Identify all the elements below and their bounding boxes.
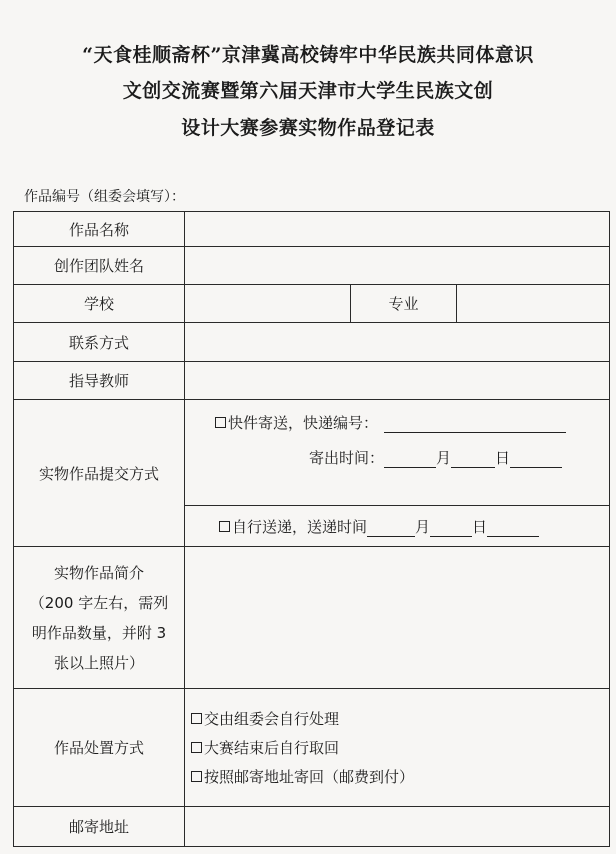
day-label: 日 [472,517,488,536]
disposal-option-label: 按照邮寄地址寄回（邮费到付） [204,768,415,786]
form-title-line-2: 文创交流赛暨第六届天津市大学生民族文创 [122,80,494,102]
advisor-field[interactable] [185,362,610,400]
submission-method-label: 实物作品提交方式 [14,400,185,547]
send-day-field[interactable] [510,453,562,468]
express-option-label: 快件寄送，快递编号： [228,414,379,432]
registration-form-table [13,211,610,847]
school-label: 学校 [14,285,185,323]
work-name-field[interactable] [185,212,610,247]
major-field[interactable] [457,285,610,323]
month-label: 月 [415,517,431,536]
deliver-extra-field[interactable] [487,522,539,537]
intro-label-line: 张以上照片） [53,653,144,672]
send-time-label: 寄出时间： [309,449,385,467]
checkbox-icon[interactable] [191,713,202,724]
checkbox-icon[interactable] [191,771,202,782]
disposal-method-label: 作品处置方式 [14,689,185,807]
intro-label-line: 明作品数量，并附 3 [31,623,167,642]
send-time-row [309,447,609,468]
disposal-options-cell [185,689,610,807]
contact-field[interactable] [185,323,610,362]
disposal-option[interactable] [191,737,609,758]
checkbox-icon[interactable] [219,521,230,532]
intro-label [14,547,185,689]
disposal-option[interactable] [191,708,609,729]
deliver-day-field[interactable] [430,522,472,537]
work-name-label: 作品名称 [14,212,185,247]
disposal-option-label: 大赛结束后自行取回 [204,739,340,757]
school-field[interactable] [185,285,351,323]
self-deliver-label: 自行送递，送递时间 [232,517,368,536]
intro-label-line: （200 字左右，需列 [29,593,169,612]
intro-label-line: 实物作品简介 [53,563,144,582]
form-title-line-1: “天食桂顺斋杯”京津冀高校铸牢中华民族共同体意识 [82,44,534,66]
tracking-number-field[interactable] [384,418,566,433]
form-title-line-3: 设计大赛参赛实物作品登记表 [181,117,435,139]
day-label: 日 [495,449,511,467]
mailing-address-field[interactable] [185,807,610,847]
intro-field[interactable] [185,547,610,689]
disposal-option[interactable] [191,766,609,787]
contact-label: 联系方式 [14,323,185,362]
advisor-label: 指导教师 [14,362,185,400]
send-month-field[interactable] [451,453,495,468]
self-deliver-option[interactable] [219,516,609,537]
checkbox-icon[interactable] [215,417,226,428]
major-label: 专业 [351,285,457,323]
deliver-month-field[interactable] [367,522,415,537]
disposal-option-label: 交由组委会自行处理 [204,710,340,728]
checkbox-icon[interactable] [191,742,202,753]
express-option[interactable] [215,412,609,433]
self-deliver-option-cell [185,506,610,547]
team-names-field[interactable] [185,247,610,285]
mailing-address-label: 邮寄地址 [14,807,185,847]
send-year-field[interactable] [384,453,436,468]
team-names-label: 创作团队姓名 [14,247,185,285]
work-number-label: 作品编号（组委会填写）： [24,189,185,205]
month-label: 月 [436,449,452,467]
express-option-cell [185,400,610,506]
